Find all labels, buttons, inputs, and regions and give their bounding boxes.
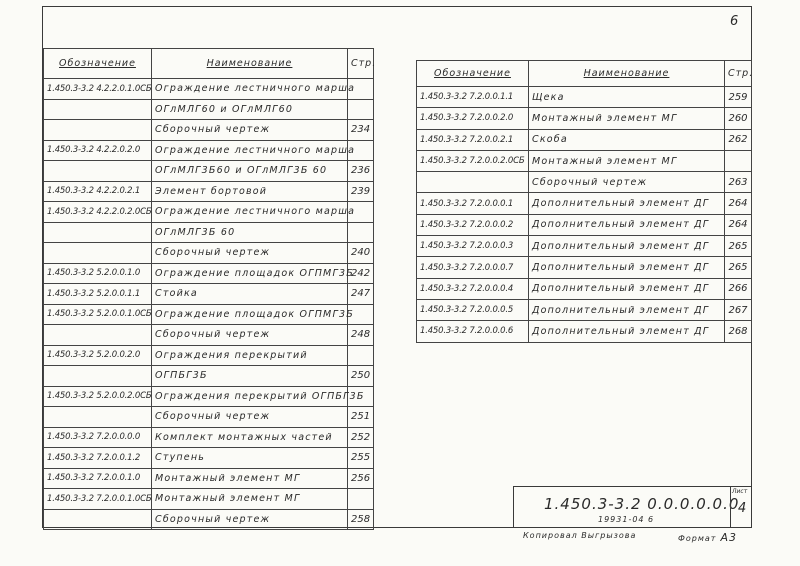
page-header: Стр. (725, 61, 752, 87)
page-header: Стр. (348, 49, 374, 79)
designation-cell: 1.450.3-3.2 7.2.0.0.0.4 (417, 278, 529, 299)
name-cell: Дополнительный элемент ДГ (529, 257, 725, 278)
format-label (678, 531, 737, 544)
designation-cell (44, 366, 152, 387)
designation-cell: 1.450.3-3.2 7.2.0.0.0.1 (417, 193, 529, 214)
designation-cell (417, 172, 529, 193)
designation-cell: 1.450.3-3.2 5.2.0.0.1.0 (44, 263, 152, 284)
page-cell: 264 (725, 214, 752, 235)
designation-cell (44, 325, 152, 346)
page-cell: 265 (725, 257, 752, 278)
table-row (44, 140, 374, 161)
name-cell: Дополнительный элемент ДГ (529, 214, 725, 235)
format-value: А3 (720, 531, 737, 544)
designation-cell: 1.450.3-3.2 7.2.0.0.0.5 (417, 299, 529, 320)
name-cell: Ограждение лестничного марша (152, 140, 348, 161)
designation-cell: 1.450.3-3.2 4.2.2.0.2.0 (44, 140, 152, 161)
page-cell: 234 (348, 120, 374, 141)
table-row (44, 120, 374, 141)
name-cell: Дополнительный элемент ДГ (529, 299, 725, 320)
table-row (417, 321, 752, 342)
table-row (44, 263, 374, 284)
designation-cell: 1.450.3-3.2 5.2.0.0.1.0СБ (44, 304, 152, 325)
table-row (44, 325, 374, 346)
sheet-label: Лист (732, 488, 748, 495)
page-cell: 265 (725, 236, 752, 257)
designation-cell: 1.450.3-3.2 7.2.0.0.0.2 (417, 214, 529, 235)
page-cell: 255 (348, 448, 374, 469)
right-index-table-container (416, 60, 754, 343)
designation-cell (44, 243, 152, 264)
table-row (417, 87, 752, 108)
page-cell: 240 (348, 243, 374, 264)
right-table-body (417, 87, 752, 343)
designation-cell (44, 120, 152, 141)
page-cell: 256 (348, 468, 374, 489)
page-number: 6 (730, 14, 739, 29)
name-cell: Ограждения перекрытий (152, 345, 348, 366)
table-row (417, 257, 752, 278)
page-cell: 236 (348, 161, 374, 182)
name-cell: Ограждение площадок ОГПМГ3Б (152, 263, 348, 284)
table-row (44, 161, 374, 182)
name-cell: Дополнительный элемент ДГ (529, 193, 725, 214)
page-cell: 252 (348, 427, 374, 448)
designation-cell: 1.450.3-3.2 7.2.0.0.2.0СБ (417, 150, 529, 171)
name-cell: ОГлМЛГ3Б 60 (152, 222, 348, 243)
designation-cell: 1.450.3-3.2 7.2.0.0.1.1 (417, 87, 529, 108)
designation-cell (44, 161, 152, 182)
page-cell: 260 (725, 108, 752, 129)
copied-by-signature: Копировал Выгрызова (523, 531, 637, 540)
designation-cell: 1.450.3-3.2 5.2.0.0.2.0СБ (44, 386, 152, 407)
designation-cell: 1.450.3-3.2 7.2.0.0.0.6 (417, 321, 529, 342)
name-cell: Дополнительный элемент ДГ (529, 321, 725, 342)
page-cell: 268 (725, 321, 752, 342)
table-header-row (417, 61, 752, 87)
table-row (44, 222, 374, 243)
page-cell (348, 222, 374, 243)
table-row (44, 407, 374, 428)
name-cell: Монтажный элемент МГ (529, 150, 725, 171)
left-table-body (44, 79, 374, 530)
name-header: Наименование (529, 61, 725, 87)
designation-cell (44, 509, 152, 530)
table-row (417, 214, 752, 235)
designation-cell: 1.450.3-3.2 7.2.0.0.1.2 (44, 448, 152, 469)
name-cell: Сборочный чертеж (152, 325, 348, 346)
table-row (417, 236, 752, 257)
table-row (44, 489, 374, 510)
name-cell: Ступень (152, 448, 348, 469)
designation-cell: 1.450.3-3.2 4.2.2.0.2.1 (44, 181, 152, 202)
table-row (417, 278, 752, 299)
name-cell: Дополнительный элемент ДГ (529, 236, 725, 257)
designation-cell (44, 99, 152, 120)
page-cell: 264 (725, 193, 752, 214)
page-cell: 267 (725, 299, 752, 320)
page-cell: 263 (725, 172, 752, 193)
name-cell: Дополнительный элемент ДГ (529, 278, 725, 299)
name-cell: ОГлМЛГ3Б60 и ОГлМЛГ3Б 60 (152, 161, 348, 182)
sheet-number-cell (730, 487, 752, 527)
page-cell (725, 150, 752, 171)
page-cell: 248 (348, 325, 374, 346)
table-header-row (44, 49, 374, 79)
designation-cell (44, 407, 152, 428)
name-cell: ОГПБГ3Б (152, 366, 348, 387)
designation-cell: 1.450.3-3.2 7.2.0.0.1.0 (44, 468, 152, 489)
page-cell: 251 (348, 407, 374, 428)
name-header: Наименование (152, 49, 348, 79)
designation-cell: 1.450.3-3.2 7.2.0.0.0.0 (44, 427, 152, 448)
table-row (417, 129, 752, 150)
designation-cell: 1.450.3-3.2 7.2.0.0.2.0 (417, 108, 529, 129)
format-caption: Формат (678, 534, 717, 543)
designation-header: Обозначение (44, 49, 152, 79)
designation-cell: 1.450.3-3.2 7.2.0.0.2.1 (417, 129, 529, 150)
table-row (44, 79, 374, 100)
name-cell: Монтажный элемент МГ (529, 108, 725, 129)
table-row (417, 172, 752, 193)
name-cell: Ограждения перекрытий ОГПБГ3Б (152, 386, 348, 407)
name-cell: Щека (529, 87, 725, 108)
designation-cell: 1.450.3-3.2 7.2.0.0.1.0СБ (44, 489, 152, 510)
inventory-number: 19931-04 6 (598, 515, 655, 524)
designation-cell: 1.450.3-3.2 4.2.2.0.2.0СБ (44, 202, 152, 223)
name-cell: Скоба (529, 129, 725, 150)
document-code: 1.450.3-3.2 0.0.0.0.0.0 (544, 495, 740, 513)
table-row (44, 509, 374, 530)
page-cell: 258 (348, 509, 374, 530)
name-cell: Ограждение площадок ОГПМГ3Б (152, 304, 348, 325)
designation-cell: 1.450.3-3.2 7.2.0.0.0.3 (417, 236, 529, 257)
left-index-table (43, 48, 377, 530)
page-cell: 250 (348, 366, 374, 387)
name-cell: Монтажный элемент МГ (152, 468, 348, 489)
name-cell: Сборочный чертеж (529, 172, 725, 193)
table-row (44, 243, 374, 264)
table-row (44, 99, 374, 120)
name-cell: Стойка (152, 284, 348, 305)
table-row (44, 448, 374, 469)
page-cell: 239 (348, 181, 374, 202)
page-cell: 262 (725, 129, 752, 150)
designation-cell: 1.450.3-3.2 4.2.2.0.1.0СБ (44, 79, 152, 100)
table-row (417, 108, 752, 129)
page-cell: 259 (725, 87, 752, 108)
name-cell: Комплект монтажных частей (152, 427, 348, 448)
table-row (44, 468, 374, 489)
page-cell: 247 (348, 284, 374, 305)
left-index-table-container (43, 48, 377, 530)
table-row (44, 366, 374, 387)
name-cell: Ограждение лестничного марша (152, 202, 348, 223)
table-row (44, 345, 374, 366)
name-cell: Сборочный чертеж (152, 120, 348, 141)
table-row (417, 150, 752, 171)
table-row (417, 299, 752, 320)
designation-header: Обозначение (417, 61, 529, 87)
sheet-number: 4 (738, 501, 747, 516)
name-cell: Сборочный чертеж (152, 509, 348, 530)
page-cell (348, 99, 374, 120)
table-row (44, 304, 374, 325)
table-row (44, 427, 374, 448)
right-index-table (416, 60, 752, 343)
table-row (44, 284, 374, 305)
designation-cell: 1.450.3-3.2 5.2.0.0.1.1 (44, 284, 152, 305)
name-cell: Сборочный чертеж (152, 243, 348, 264)
name-cell: Сборочный чертеж (152, 407, 348, 428)
name-cell: ОГлМЛГ60 и ОГлМЛГ60 (152, 99, 348, 120)
name-cell: Ограждение лестничного марша (152, 79, 348, 100)
page-cell: 266 (725, 278, 752, 299)
table-row (44, 386, 374, 407)
table-row (44, 202, 374, 223)
page-cell (348, 489, 374, 510)
name-cell: Элемент бортовой (152, 181, 348, 202)
page-cell (348, 345, 374, 366)
table-row (417, 193, 752, 214)
name-cell: Монтажный элемент МГ (152, 489, 348, 510)
designation-cell (44, 222, 152, 243)
table-row (44, 181, 374, 202)
designation-cell: 1.450.3-3.2 7.2.0.0.0.7 (417, 257, 529, 278)
page-cell: 242 (348, 263, 374, 284)
designation-cell: 1.450.3-3.2 5.2.0.0.2.0 (44, 345, 152, 366)
